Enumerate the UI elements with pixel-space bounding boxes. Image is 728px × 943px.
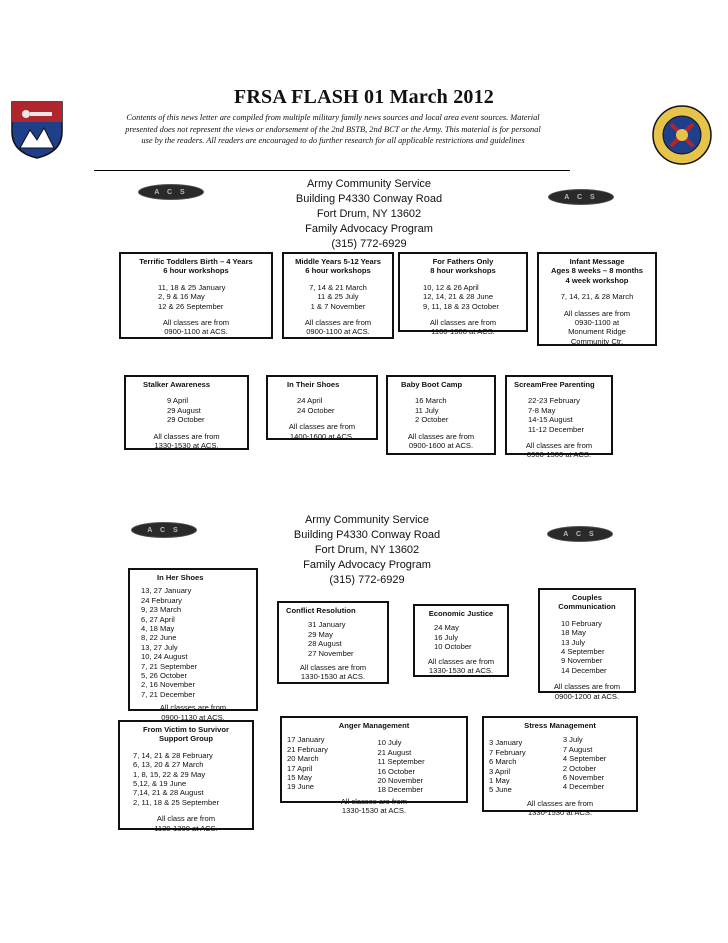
class-baby-boot-camp: Baby Boot Camp 16 March 11 July 2 October All classes are from 0900-1600 at ACS. — [386, 375, 496, 455]
acs-badge-right-2: A C S — [548, 527, 612, 541]
class-middle-years: Middle Years 5-12 Years 6 hour workshops 7, 14 & 21 March 11 & 25 July 1 & 7 November All classes are from 0900-1100 at ACS. — [282, 252, 394, 339]
acs-badge-right: A C S — [549, 190, 613, 204]
anger-dates-right: 10 July 21 August 11 September 16 October 20 November 18 December — [377, 738, 425, 795]
header-divider — [94, 170, 570, 171]
class-stalker-awareness: Stalker Awareness 9 April 29 August 29 October All classes are from 1330-1530 at ACS. — [124, 375, 249, 450]
stress-dates-left: 3 January 7 February 6 March 3 April 1 May 5 June — [489, 738, 526, 795]
class-anger-management: Anger Management 17 January 21 February 20 March 17 April 15 May 19 June 10 July 21 August 11 September 16 October 20 November 18 December All classes are from 1330-1530 at ACS. — [280, 716, 468, 803]
class-stress-management: Stress Management 3 January 7 February 6 March 3 April 1 May 5 June 3 July 7 August 4 September 2 October 6 November 4 December All classes are from 1330-1530 at ACS. — [482, 716, 638, 812]
acs-badge-left-2: A C S — [132, 523, 196, 537]
class-economic-justice: Economic Justice 24 May 16 July 10 October All classes are from 1330-1530 at ACS. — [413, 604, 509, 677]
in-her-shoes-dates: 13, 27 January 24 February 9, 23 March 6, 27 April 4, 18 May 8, 22 June 13, 27 July 10, 24 August 7, 21 September 5, 26 October 2, 16 November 7, 21 December — [141, 586, 198, 699]
class-screamfree-parenting: ScreamFree Parenting 22-23 February 7-8 May 14-15 August 11-12 December All classes are from 0900-1500 at ACS. — [505, 375, 613, 455]
class-for-fathers-only: For Fathers Only 8 hour workshops 10, 12 & 26 April 12, 14, 21 & 28 June 9, 11, 18 & 23 October All classes are from 1100-1300 at ACS. — [398, 252, 528, 332]
unit-crest-right-icon — [651, 104, 713, 166]
class-in-her-shoes: In Her Shoes 13, 27 January 24 February 9, 23 March 6, 27 April 4, 18 May 8, 22 June 13, 27 July 10, 24 August 7, 21 September 5, 26 October 2, 16 November 7, 21 December All classes are from 0900-1130 at ACS. — [128, 568, 258, 711]
class-in-their-shoes: In Their Shoes 24 April 24 October All classes are from 1400-1600 at ACS. — [266, 375, 378, 440]
newsletter-title: FRSA FLASH 01 March 2012 — [234, 86, 494, 108]
class-terrific-toddlers: Terrific Toddlers Birth – 4 Years 6 hour workshops 11, 18 & 25 January 2, 9 & 16 May 12 & 26 September All classes are from 0900-1100 at ACS. — [119, 252, 273, 339]
acs-address-block-2: Army Community Service Building P4330 Conway Road Fort Drum, NY 13602 Family Advocacy Program (315) 772-6929 — [293, 514, 441, 586]
class-couples-communication: Couples Communication 10 February 18 May 13 July 4 September 9 November 14 December All classes are from 0900-1200 at ACS. — [538, 588, 636, 693]
class-victim-to-survivor: From Victim to Survivor Support Group 7, 14, 21 & 28 February 6, 13, 20 & 27 March 1, 8, 15, 22 & 29 May 5,12, & 19 June 7,14, 21 & 28 August 2, 11, 18 & 25 September All class are from 1130-1300 at ACS. — [118, 720, 254, 830]
class-infant-message: Infant Message Ages 8 weeks – 8 months 4 week workshop 7, 14, 21, & 28 March All classes are from 0930-1100 at Monument Ridge Community Ctr. — [537, 252, 657, 346]
acs-address-block-1: Army Community Service Building P4330 Conway Road Fort Drum, NY 13602 Family Advocacy Program (315) 772-6929 — [295, 178, 443, 250]
stress-dates-right: 3 July 7 August 4 September 2 October 6 November 4 December — [562, 735, 607, 792]
disclaimer-text: Contents of this news letter are compiled from multiple military family news sources and local area event sources. Material presented does not represent the views or endorsement of the 2nd BSTB, 2nd BCT or the Army. This material is for personal use by the readers. All readers are encouraged to do further research for all applicable restrictions and guidelines — [125, 113, 541, 146]
anger-dates-left: 17 January 21 February 20 March 17 April 15 May 19 June — [287, 735, 328, 792]
acs-badge-left: A C S — [139, 185, 203, 199]
class-conflict-resolution: Conflict Resolution 31 January 29 May 28 August 27 November All classes are from 1330-1530 at ACS. — [277, 601, 389, 684]
